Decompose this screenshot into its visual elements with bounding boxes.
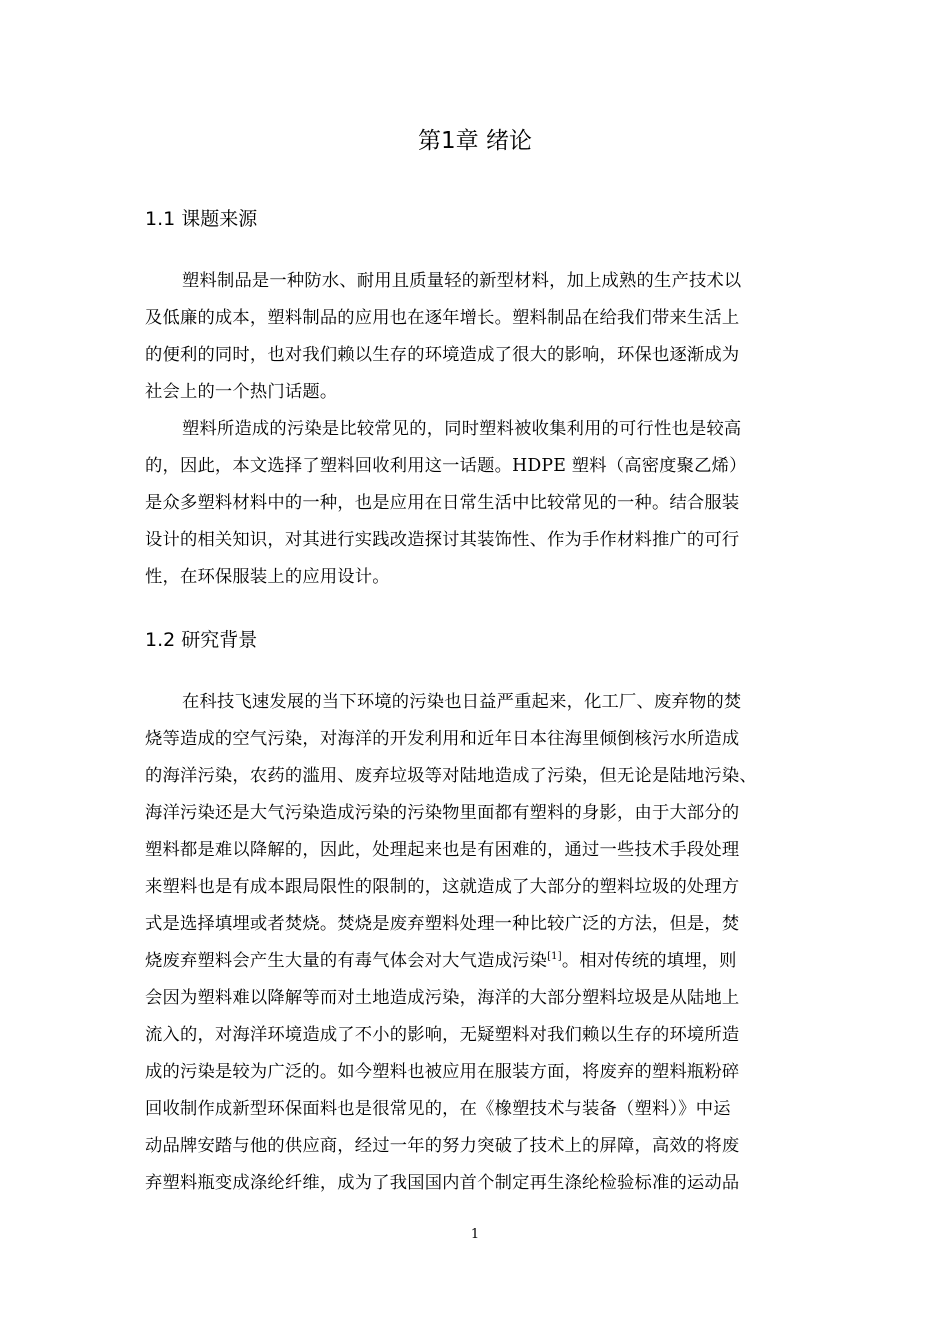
page-number: 1 bbox=[470, 1227, 480, 1242]
text-line: 成的污染是较为广泛的。如今塑料也被应用在服装方面，将废弃的塑料瓶粉碎 bbox=[145, 1062, 740, 1082]
text-segment: 烧废弃塑料会产生大量的有毒气体会对大气造成污染 bbox=[145, 951, 548, 971]
section-heading-1-1: 1.1 课题来源 bbox=[145, 208, 258, 230]
text-line: 社会上的一个热门话题。 bbox=[145, 382, 338, 402]
text-line: 烧等造成的空气污染，对海洋的开发利用和近年日本往海里倾倒核污水所造成 bbox=[145, 729, 740, 749]
text-line: 回收制作成新型环保面料也是很常见的，在《橡塑技术与装备（塑料）》中运 bbox=[145, 1099, 731, 1119]
text-line: 来塑料也是有成本跟局限性的限制的，这就造成了大部分的塑料垃圾的处理方 bbox=[145, 877, 740, 897]
text-line: 设计的相关知识，对其进行实践改造探讨其装饰性、作为手作材料推广的可行 bbox=[145, 530, 740, 550]
text-line: 弃塑料瓶变成涤纶纤维，成为了我国国内首个制定再生涤纶检验标准的运动品 bbox=[145, 1173, 740, 1193]
text-line: 的，因此，本文选择了塑料回收利用这一话题。HDPE 塑料（高密度聚乙烯） bbox=[145, 456, 747, 476]
section-heading-1-2: 1.2 研究背景 bbox=[145, 629, 258, 651]
text-line: 塑料都是难以降解的，因此，处理起来也是有困难的，通过一些技术手段处理 bbox=[145, 840, 740, 860]
text-line: 性，在环保服装上的应用设计。 bbox=[145, 567, 390, 587]
text-line: 会因为塑料难以降解等而对土地造成污染，海洋的大部分塑料垃圾是从陆地上 bbox=[145, 988, 740, 1008]
text-line: 塑料制品是一种防水、耐用且质量轻的新型材料，加上成熟的生产技术以 bbox=[182, 271, 742, 291]
section-1-1-body bbox=[145, 263, 805, 596]
text-line: 塑料所造成的污染是比较常见的，同时塑料被收集利用的可行性也是较高 bbox=[182, 419, 742, 439]
text-line: 的便利的同时，也对我们赖以生存的环境造成了很大的影响，环保也逐渐成为 bbox=[145, 345, 740, 365]
chapter-title: 第1章 绪论 bbox=[418, 128, 532, 154]
text-line: 及低廉的成本，塑料制品的应用也在逐年增长。塑料制品在给我们带来生活上 bbox=[145, 308, 740, 328]
citation-marker[interactable]: [1] bbox=[547, 951, 562, 962]
text-line: 的海洋污染，农药的滥用、废弃垃圾等对陆地造成了污染，但无论是陆地污染、 bbox=[145, 766, 757, 786]
section-1-2-body bbox=[145, 684, 805, 1202]
text-segment: 。相对传统的填埋，则 bbox=[561, 951, 737, 971]
text-line: 流入的，对海洋环境造成了不小的影响，无疑塑料对我们赖以生存的环境所造 bbox=[145, 1025, 740, 1045]
text-line-with-citation bbox=[145, 943, 805, 980]
text-line: 在科技飞速发展的当下环境的污染也日益严重起来，化工厂、废弃物的焚 bbox=[182, 692, 742, 712]
text-line: 动品牌安踏与他的供应商，经过一年的努力突破了技术上的屏障，高效的将废 bbox=[145, 1136, 740, 1156]
text-line: 海洋污染还是大气污染造成污染的污染物里面都有塑料的身影，由于大部分的 bbox=[145, 803, 740, 823]
text-line: 是众多塑料材料中的一种，也是应用在日常生活中比较常见的一种。结合服装 bbox=[145, 493, 740, 513]
text-line: 式是选择填埋或者焚烧。焚烧是废弃塑料处理一种比较广泛的方法，但是，焚 bbox=[145, 914, 740, 934]
